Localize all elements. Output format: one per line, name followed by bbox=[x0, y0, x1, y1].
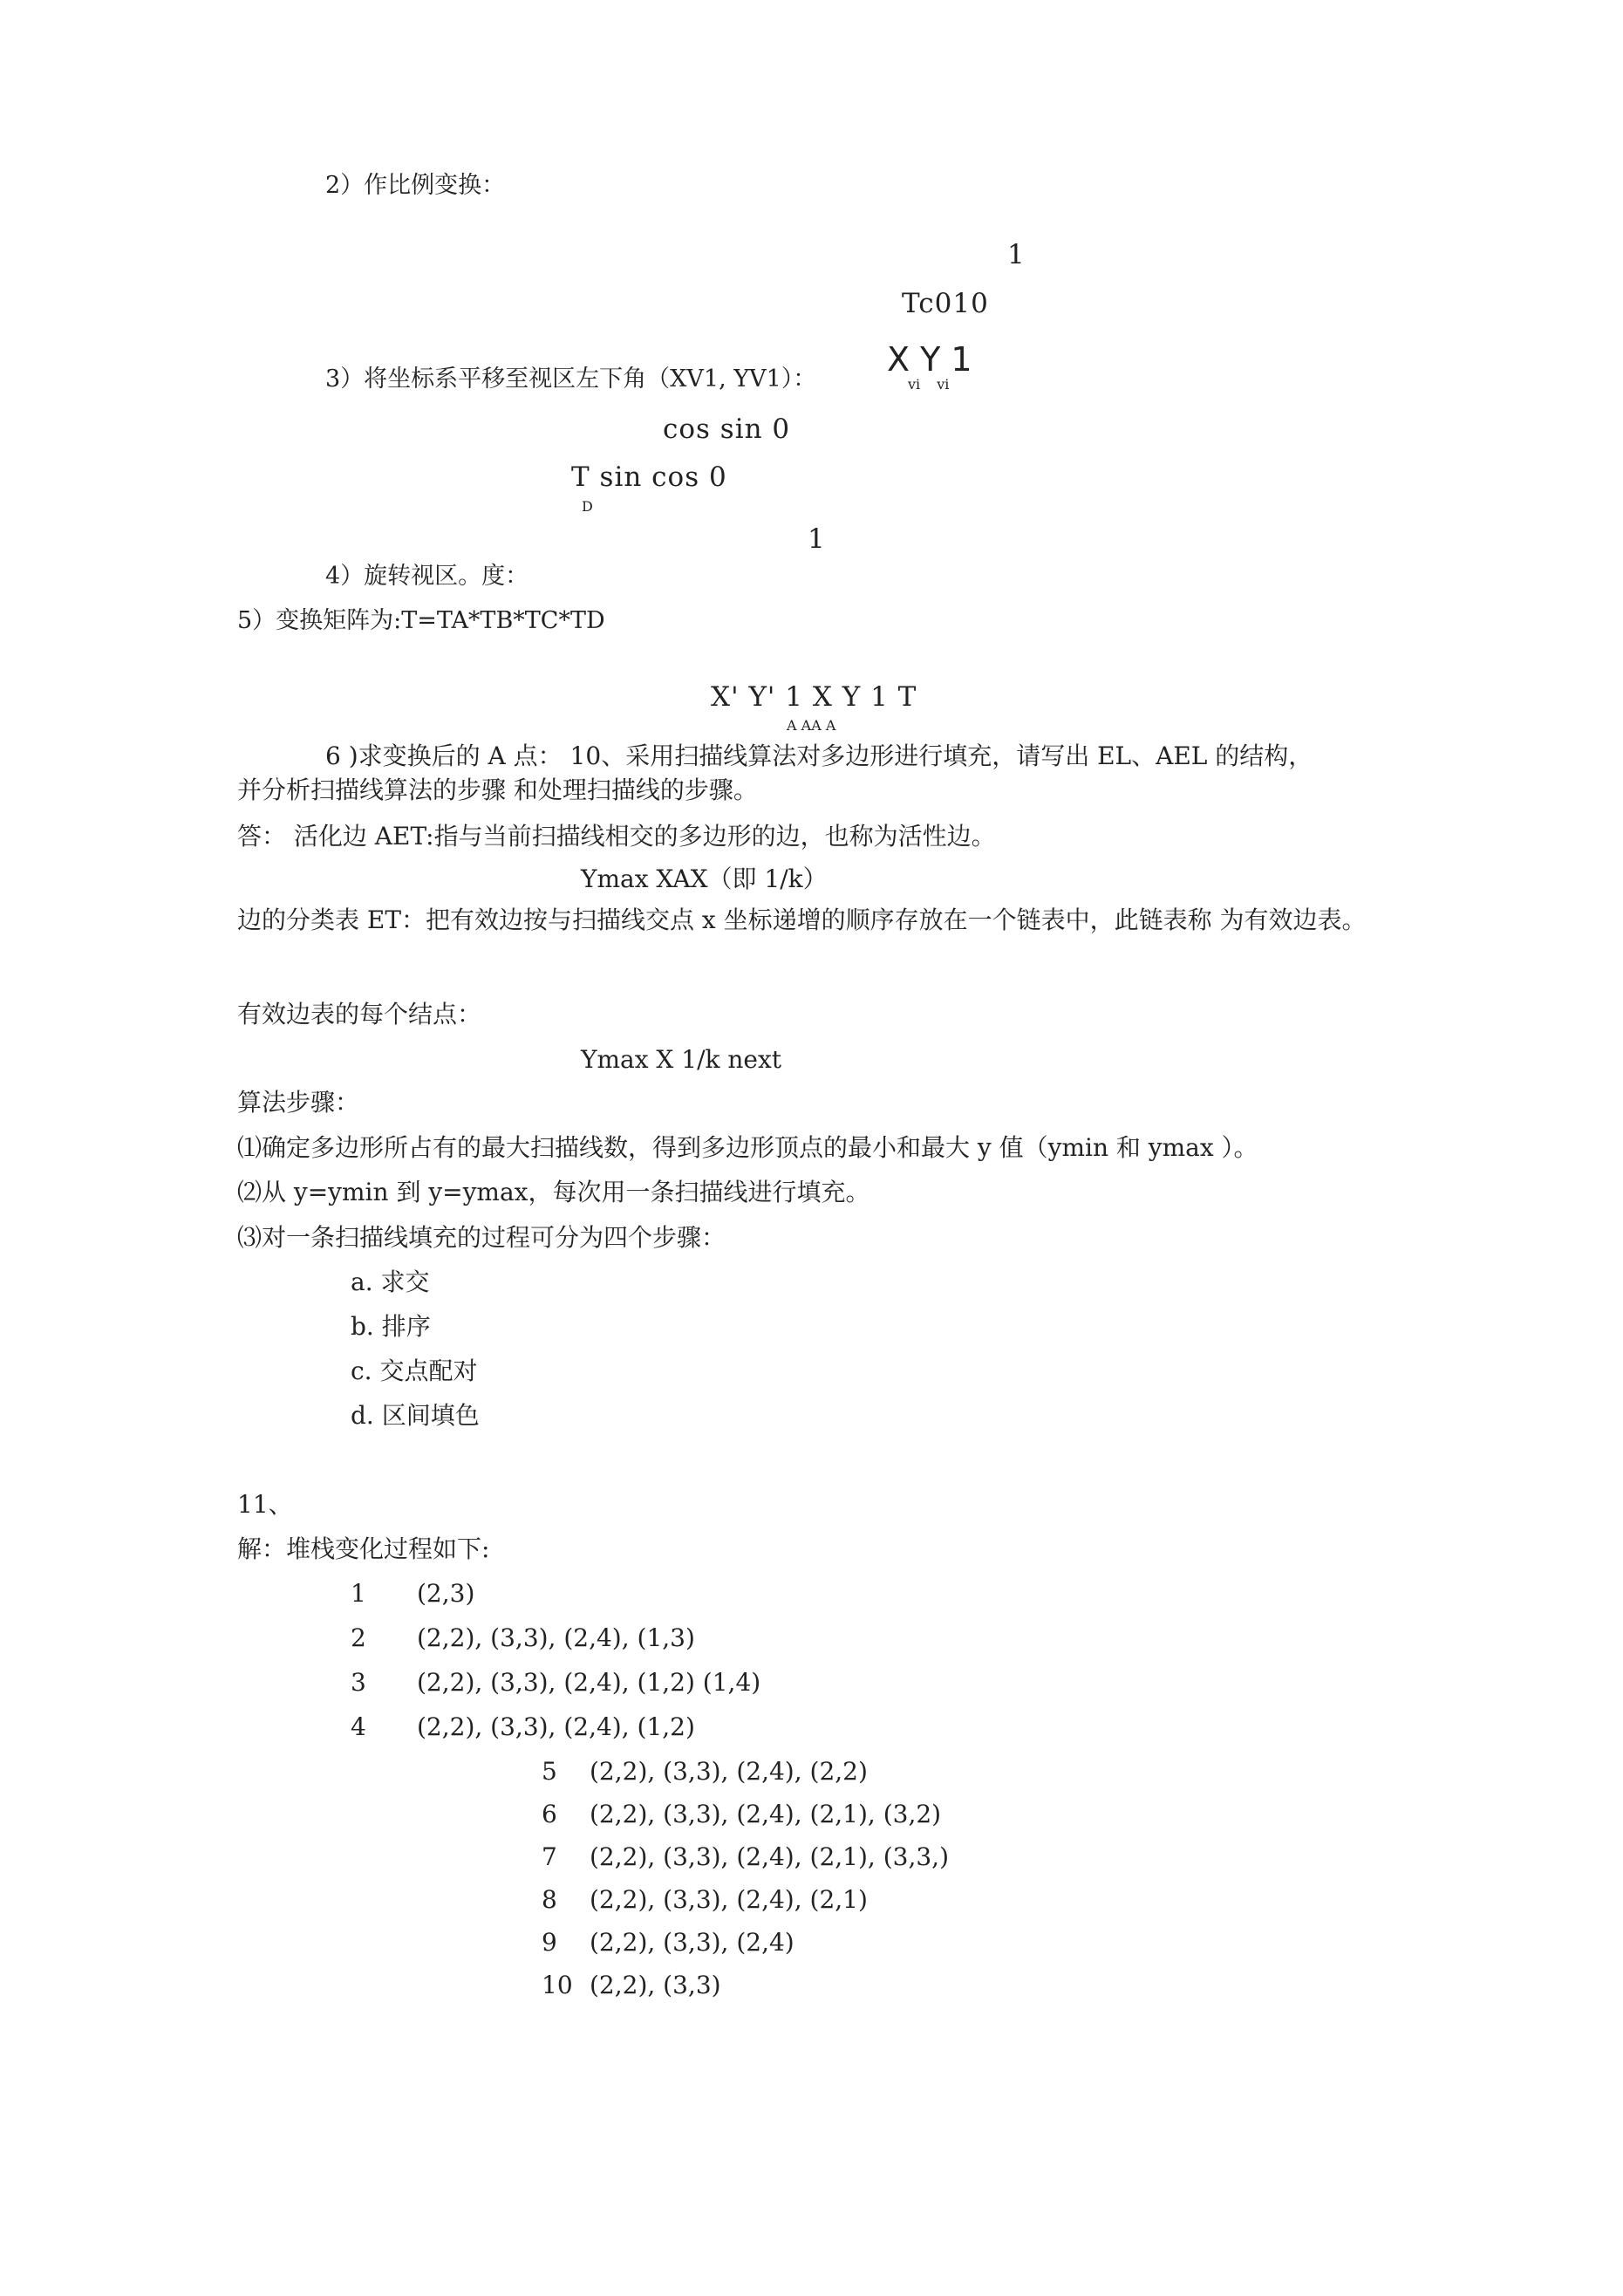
step5-text: 5）变换矩阵为:T=TA*TB*TC*TD bbox=[237, 607, 605, 634]
algo-title: 算法步骤： bbox=[237, 1088, 360, 1117]
sub-step-c: c. 交点配对 bbox=[351, 1356, 478, 1385]
step6-q10-line1: 6 )求变换后的 A 点： 10、采用扫描线算法对多边形进行填充，请写出 EL、AEL 的结构， bbox=[325, 741, 1313, 770]
stack-row-values: (2,2), (3,3), (2,4), (2,2) bbox=[590, 1757, 868, 1786]
step4-text: 4）旋转视区。度： bbox=[325, 563, 529, 590]
tc-matrix-row2: Tc010 bbox=[902, 288, 989, 319]
stack-row-values: (2,2), (3,3), (2,4), (1,2) bbox=[417, 1712, 695, 1741]
node-intro: 有效边表的每个结点： bbox=[237, 1000, 482, 1028]
stack-row-number: 6 bbox=[542, 1800, 557, 1828]
stack-row-number: 1 bbox=[351, 1579, 366, 1608]
stack-row-values: (2,2), (3,3), (2,4), (1,2) (1,4) bbox=[417, 1668, 761, 1697]
algo-step-3: ⑶对一条扫描线填充的过程可分为四个步骤： bbox=[237, 1223, 726, 1252]
stack-row-number: 10 bbox=[542, 1971, 573, 1999]
aet-struct: Ymax XAX（即 1/k） bbox=[581, 864, 828, 893]
stack-row-number: 5 bbox=[542, 1757, 557, 1786]
td-matrix-row2: T sin cos 0 bbox=[571, 461, 727, 493]
stack-row-values: (2,2), (3,3) bbox=[590, 1971, 721, 1999]
stack-row-values: (2,2), (3,3), (2,4), (1,3) bbox=[417, 1623, 695, 1652]
node-struct: Ymax X 1/k next bbox=[581, 1045, 782, 1074]
algo-step-1: ⑴确定多边形所占有的最大扫描线数，得到多边形顶点的最小和最大 y 值（ymin 和 ymax ）。 bbox=[237, 1133, 1258, 1162]
stack-row-number: 7 bbox=[542, 1842, 557, 1871]
td-matrix-subscript: D bbox=[582, 498, 593, 515]
step3-text: 3）将坐标系平移至视区左下角（XV1, YV1）： bbox=[325, 366, 817, 393]
stack-row-number: 9 bbox=[542, 1928, 557, 1957]
stack-row-number: 3 bbox=[351, 1668, 366, 1697]
answer-aet: 答： 活化边 AET:指与当前扫描线相交的多边形的边，也称为活性边。 bbox=[237, 822, 996, 851]
stack-row-number: 2 bbox=[351, 1623, 366, 1652]
final-formula: X' Y' 1 X Y 1 T bbox=[711, 681, 917, 713]
stack-row-values: (2,2), (3,3), (2,4), (2,1), (3,3,) bbox=[590, 1842, 949, 1871]
sub-step-d: d. 区间填色 bbox=[351, 1401, 480, 1430]
et-description: 边的分类表 ET：把有效边按与扫描线交点 x 坐标递增的顺序存放在一个链表中，此链表称 为有效边表。 bbox=[237, 905, 1367, 934]
stack-row-values: (2,2), (3,3), (2,4), (2,1) bbox=[590, 1885, 868, 1914]
stack-row-number: 4 bbox=[351, 1712, 366, 1741]
stack-row-values: (2,2), (3,3), (2,4), (2,1), (3,2) bbox=[590, 1800, 942, 1828]
step3-formula-subscripts: vi vi bbox=[908, 376, 950, 393]
stack-row-values: (2,2), (3,3), (2,4) bbox=[590, 1928, 794, 1957]
stack-row-values: (2,3) bbox=[417, 1579, 475, 1608]
algo-step-2: ⑵从 y=ymin 到 y=ymax，每次用一条扫描线进行填充。 bbox=[237, 1178, 870, 1206]
stack-row-number: 8 bbox=[542, 1885, 557, 1914]
step6-q10-line2: 并分析扫描线算法的步骤 和处理扫描线的步骤。 bbox=[237, 776, 758, 804]
step2-text: 2）作比例变换： bbox=[325, 172, 506, 199]
sub-step-a: a. 求交 bbox=[351, 1268, 430, 1296]
td-matrix-row3: 1 bbox=[808, 523, 826, 555]
q11-label: 11、 bbox=[237, 1490, 293, 1519]
tc-matrix-row1: 1 bbox=[1007, 239, 1026, 270]
q11-intro: 解：堆栈变化过程如下: bbox=[237, 1534, 490, 1563]
td-matrix-row1: cos sin 0 bbox=[663, 413, 791, 445]
step3-formula: X Y 1 bbox=[887, 340, 972, 379]
sub-step-b: b. 排序 bbox=[351, 1312, 431, 1341]
final-formula-subscripts: A AA A bbox=[787, 717, 836, 734]
